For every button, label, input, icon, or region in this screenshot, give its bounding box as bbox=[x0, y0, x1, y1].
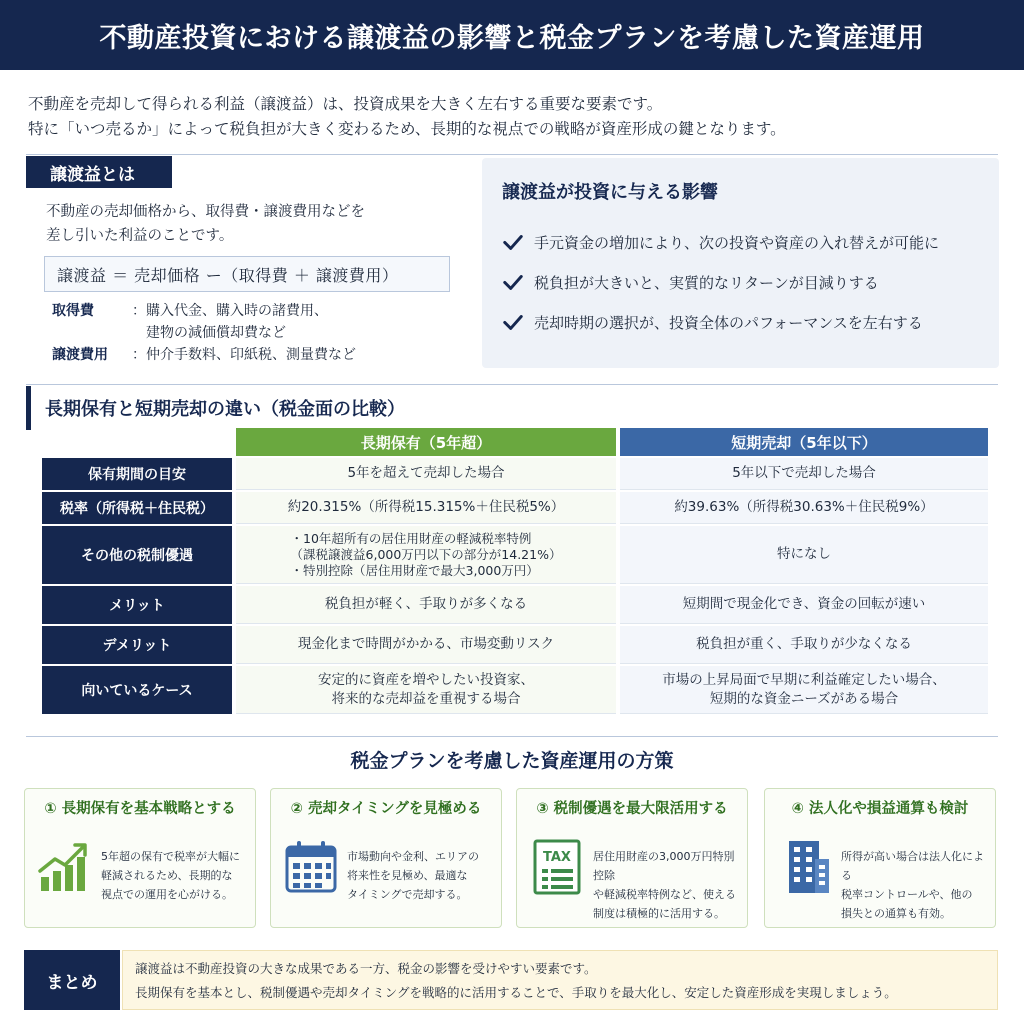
tax-label: TAX bbox=[543, 850, 571, 865]
impact-title: 譲渡益が投資に与える影響 bbox=[502, 182, 718, 203]
definition-line-2: 差し引いた利益のことです。 bbox=[46, 228, 234, 244]
impact-list bbox=[502, 222, 939, 342]
cell-lines bbox=[318, 671, 534, 709]
benefit-line: ・10年超所有の居住用財産の軽減税率特例 bbox=[290, 530, 532, 546]
term-row bbox=[52, 344, 356, 366]
term-description bbox=[146, 300, 328, 344]
benefit-list bbox=[291, 531, 562, 579]
term-desc-line: 購入代金、購入時の諸費用、 bbox=[146, 303, 328, 319]
intro-line-1: 不動産を売却して得られる利益（譲渡益）は、投資成果を大きく左右する重要な要素です。 bbox=[28, 95, 663, 113]
impact-item-text: 売却時期の選択が、投資全体のパフォーマンスを左右する bbox=[534, 313, 923, 332]
table-cell-long bbox=[236, 526, 616, 584]
table-cell-short: 特になし bbox=[620, 526, 988, 584]
page-header bbox=[0, 0, 1024, 70]
strategy-card-text bbox=[347, 847, 497, 904]
calendar-icon bbox=[281, 837, 341, 897]
card-line: 軽減されるため、長期的な bbox=[101, 869, 233, 882]
table-cell-short: 税負担が重く、手取りが少なくなる bbox=[620, 626, 988, 664]
definition-text bbox=[46, 200, 365, 248]
cell-line: 市場の上昇局面で早期に利益確定したい場合、 bbox=[662, 671, 946, 688]
cell-line: 短期的な資金ニーズがある場合 bbox=[709, 690, 899, 707]
cell-line: 安定的に資産を増やしたい投資家、 bbox=[318, 671, 534, 688]
growth-chart-icon bbox=[35, 837, 95, 897]
card-line: タイミングで売却する。 bbox=[347, 888, 468, 901]
impact-item bbox=[502, 222, 939, 262]
intro-line-2: 特に「いつ売るか」によって税負担が大きく変わるため、長期的な視点での戦略が資産形成の鍵となります。 bbox=[28, 120, 786, 138]
strategy-card-title: ③ 税制優遇を最大限活用する bbox=[536, 801, 728, 817]
term-label: 譲渡費用 bbox=[52, 347, 108, 363]
strategies-title: 税金プランを考慮した資産運用の方策 bbox=[350, 750, 674, 772]
column-header-long: 長期保有（5年超） bbox=[236, 428, 616, 456]
divider bbox=[26, 384, 998, 385]
summary-line-1: 譲渡益は不動産投資の大きな成果である一方、税金の影響を受けやすい要素です。 bbox=[135, 961, 597, 976]
definition-line-1: 不動産の売却価格から、取得費・譲渡費用などを bbox=[46, 204, 365, 220]
definition-tag: 譲渡益とは bbox=[26, 156, 172, 188]
term-separator: ： bbox=[132, 347, 146, 363]
summary-label: まとめ bbox=[24, 950, 120, 1010]
divider bbox=[26, 154, 998, 155]
card-line: 所得が高い場合は法人化による bbox=[841, 850, 984, 882]
tax-form-graphic bbox=[527, 837, 587, 897]
summary-box bbox=[122, 950, 998, 1010]
table-cell-long bbox=[236, 666, 616, 714]
divider bbox=[26, 736, 998, 737]
term-separator: ： bbox=[132, 303, 146, 319]
intro-text bbox=[28, 92, 998, 142]
card-line: 市場動向や金利、エリアの bbox=[347, 850, 479, 863]
cell-line: 将来的な売却益を重視する場合 bbox=[331, 690, 521, 707]
row-header: その他の税制優遇 bbox=[42, 526, 232, 584]
check-icon bbox=[502, 231, 524, 253]
table-cell-short: 約39.63%（所得税30.63%＋住民税9%） bbox=[620, 492, 988, 524]
strategy-card-title: ① 長期保有を基本戦略とする bbox=[44, 801, 236, 817]
term-list bbox=[52, 300, 356, 366]
table-cell-long: 現金化まで時間がかかる、市場変動リスク bbox=[236, 626, 616, 664]
table-cell-short bbox=[620, 666, 988, 714]
comparison-title: 長期保有と短期売却の違い（税金面の比較） bbox=[26, 386, 405, 430]
building-icon bbox=[775, 837, 835, 897]
benefit-line: ・特別控除（居住用財産で最大3,000万円） bbox=[290, 562, 539, 578]
table-cell-long: 5年を超えて売却した場合 bbox=[236, 458, 616, 490]
strategy-card-title: ④ 法人化や損益通算も検討 bbox=[791, 801, 969, 817]
table-cell-long: 約20.315%（所得税15.315%＋住民税5%） bbox=[236, 492, 616, 524]
page-title: 不動産投資における譲渡益の影響と税金プランを考慮した資産運用 bbox=[99, 22, 925, 54]
term-description: 仲介手数料、印紙税、測量費など bbox=[146, 347, 356, 363]
term-row bbox=[52, 300, 356, 344]
check-icon bbox=[502, 311, 524, 333]
impact-item-text: 手元資金の増加により、次の投資や資産の入れ替えが可能に bbox=[534, 233, 940, 252]
strategy-card bbox=[764, 788, 996, 928]
table-cell-short: 短期間で現金化でき、資金の回転が速い bbox=[620, 586, 988, 624]
strategy-card bbox=[516, 788, 748, 928]
impact-item bbox=[502, 302, 939, 342]
card-line: 制度は積極的に活用する。 bbox=[593, 907, 725, 920]
strategy-card bbox=[24, 788, 256, 928]
card-line: 税率コントロールや、他の bbox=[841, 888, 973, 901]
row-header: 税率（所得税＋住民税） bbox=[42, 492, 232, 524]
card-line: 5年超の保有で税率が大幅に bbox=[101, 850, 240, 863]
card-line: 損失との通算も有効。 bbox=[841, 907, 951, 920]
tax-form-icon bbox=[527, 837, 587, 897]
table-cell-long: 税負担が軽く、手取りが多くなる bbox=[236, 586, 616, 624]
benefit-line: （課税譲渡益6,000万円以下の部分が14.21%） bbox=[290, 546, 562, 562]
cell-lines bbox=[662, 671, 946, 709]
check-icon bbox=[502, 271, 524, 293]
strategy-card-text bbox=[101, 847, 251, 904]
row-header: 向いているケース bbox=[42, 666, 232, 714]
card-line: 視点での運用を心がける。 bbox=[101, 888, 233, 901]
impact-panel bbox=[482, 158, 999, 368]
strategy-card bbox=[270, 788, 502, 928]
card-line: 居住用財産の3,000万円特別控除 bbox=[593, 850, 735, 882]
formula-box: 譲渡益 ＝ 売却価格 ー（取得費 ＋ 譲渡費用） bbox=[44, 256, 450, 292]
strategy-card-text bbox=[841, 847, 991, 923]
impact-item bbox=[502, 262, 939, 302]
card-line: や軽減税率特例など、使える bbox=[593, 888, 736, 901]
row-header: メリット bbox=[42, 586, 232, 624]
strategy-card-title: ② 売却タイミングを見極める bbox=[290, 801, 482, 817]
strategy-card-text bbox=[593, 847, 743, 923]
term-desc-line: 建物の減価償却費など bbox=[146, 325, 286, 341]
term-label: 取得費 bbox=[52, 303, 94, 319]
summary-line-2: 長期保有を基本とし、税制優遇や売却タイミングを戦略的に活用することで、手取りを最大化し、安定した資産形成を実現しましょう。 bbox=[135, 985, 897, 1000]
column-header-short: 短期売却（5年以下） bbox=[620, 428, 988, 456]
card-line: 将来性を見極め、最適な bbox=[347, 869, 468, 882]
impact-item-text: 税負担が大きいと、実質的なリターンが目減りする bbox=[534, 273, 879, 292]
row-header: デメリット bbox=[42, 626, 232, 664]
table-cell-short: 5年以下で売却した場合 bbox=[620, 458, 988, 490]
row-header: 保有期間の目安 bbox=[42, 458, 232, 490]
